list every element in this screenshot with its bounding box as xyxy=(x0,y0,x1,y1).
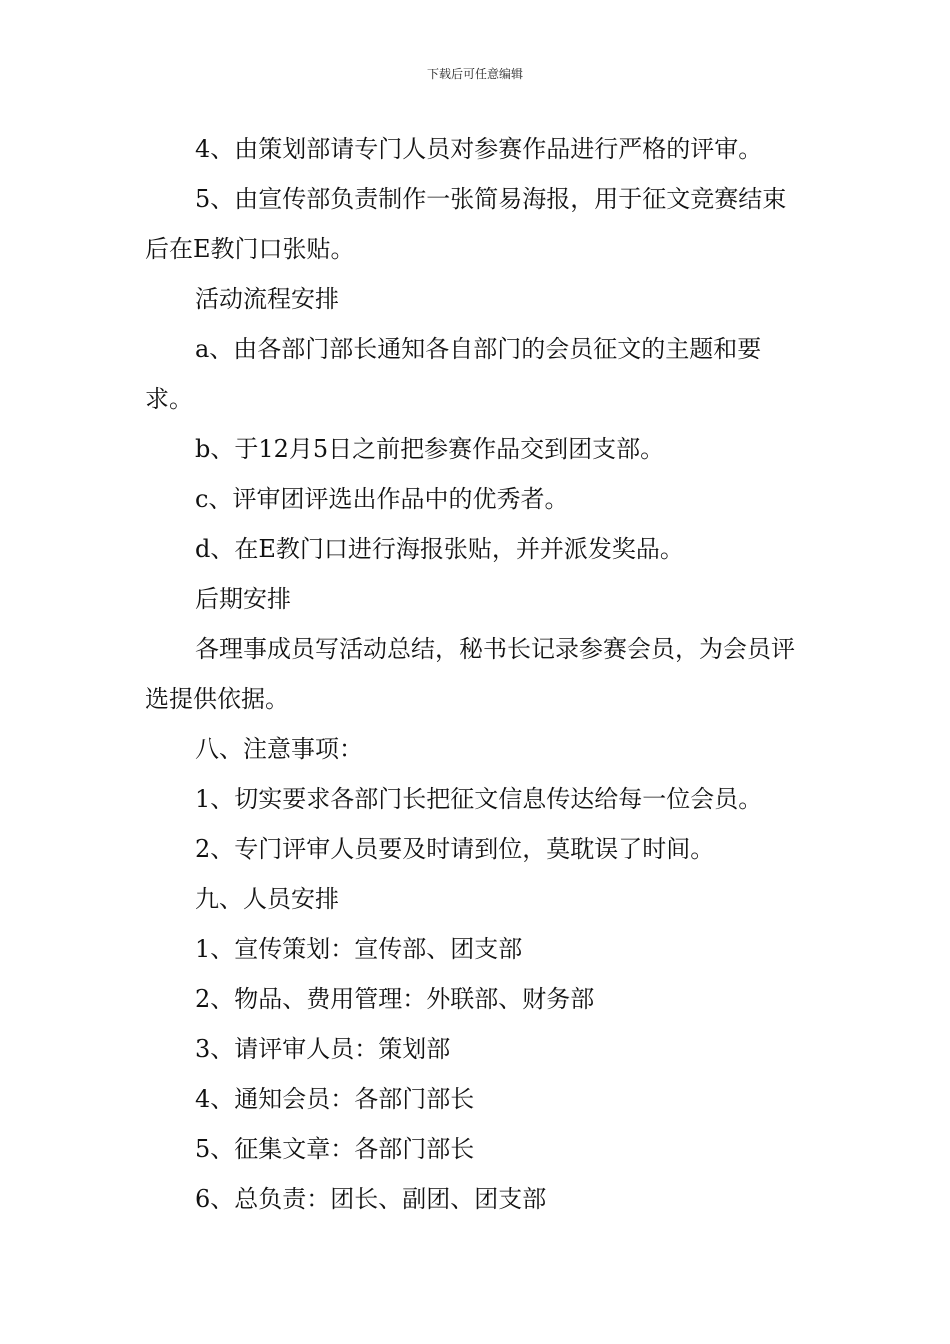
section-heading-staff: 九、人员安排 xyxy=(195,885,339,913)
paragraph-step-a: a、由各部门部长通知各自部门的会员征文的主题和要求。 xyxy=(145,335,762,413)
paragraph-step-b: b、于12月5日之前把参赛作品交到团支部。 xyxy=(195,435,665,463)
page-header: 下载后可任意编辑 xyxy=(426,67,523,81)
section-heading-notes: 八、注意事项： xyxy=(195,735,363,763)
paragraph-step-c: c、评审团评选出作品中的优秀者。 xyxy=(195,485,569,513)
paragraph-review: 4、由策划部请专门人员对参赛作品进行严格的评审。 xyxy=(195,135,763,163)
section-heading-later: 后期安排 xyxy=(195,585,291,613)
document-body xyxy=(145,124,809,1224)
paragraph-staff-1: 1、宣传策划：宣传部、团支部 xyxy=(195,935,523,963)
section-heading-process: 活动流程安排 xyxy=(195,285,339,313)
paragraph-note-2: 2、专门评审人员要及时请到位，莫耽误了时间。 xyxy=(195,835,715,863)
paragraph-staff-2: 2、物品、费用管理：外联部、财务部 xyxy=(195,985,595,1013)
paragraph-summary: 各理事成员写活动总结，秘书长记录参赛会员，为会员评选提供依据。 xyxy=(145,635,795,713)
paragraph-step-d: d、在E教门口进行海报张贴，并并派发奖品。 xyxy=(195,535,684,563)
paragraph-poster: 5、由宣传部负责制作一张简易海报，用于征文竞赛结束后在E教门口张贴。 xyxy=(145,185,787,263)
paragraph-staff-4: 4、通知会员：各部门部长 xyxy=(195,1085,475,1113)
paragraph-staff-5: 5、征集文章：各部门部长 xyxy=(195,1135,475,1163)
paragraph-staff-6: 6、总负责：团长、副团、团支部 xyxy=(195,1185,547,1213)
paragraph-staff-3: 3、请评审人员：策划部 xyxy=(195,1035,451,1063)
paragraph-note-1: 1、切实要求各部门长把征文信息传达给每一位会员。 xyxy=(195,785,763,813)
